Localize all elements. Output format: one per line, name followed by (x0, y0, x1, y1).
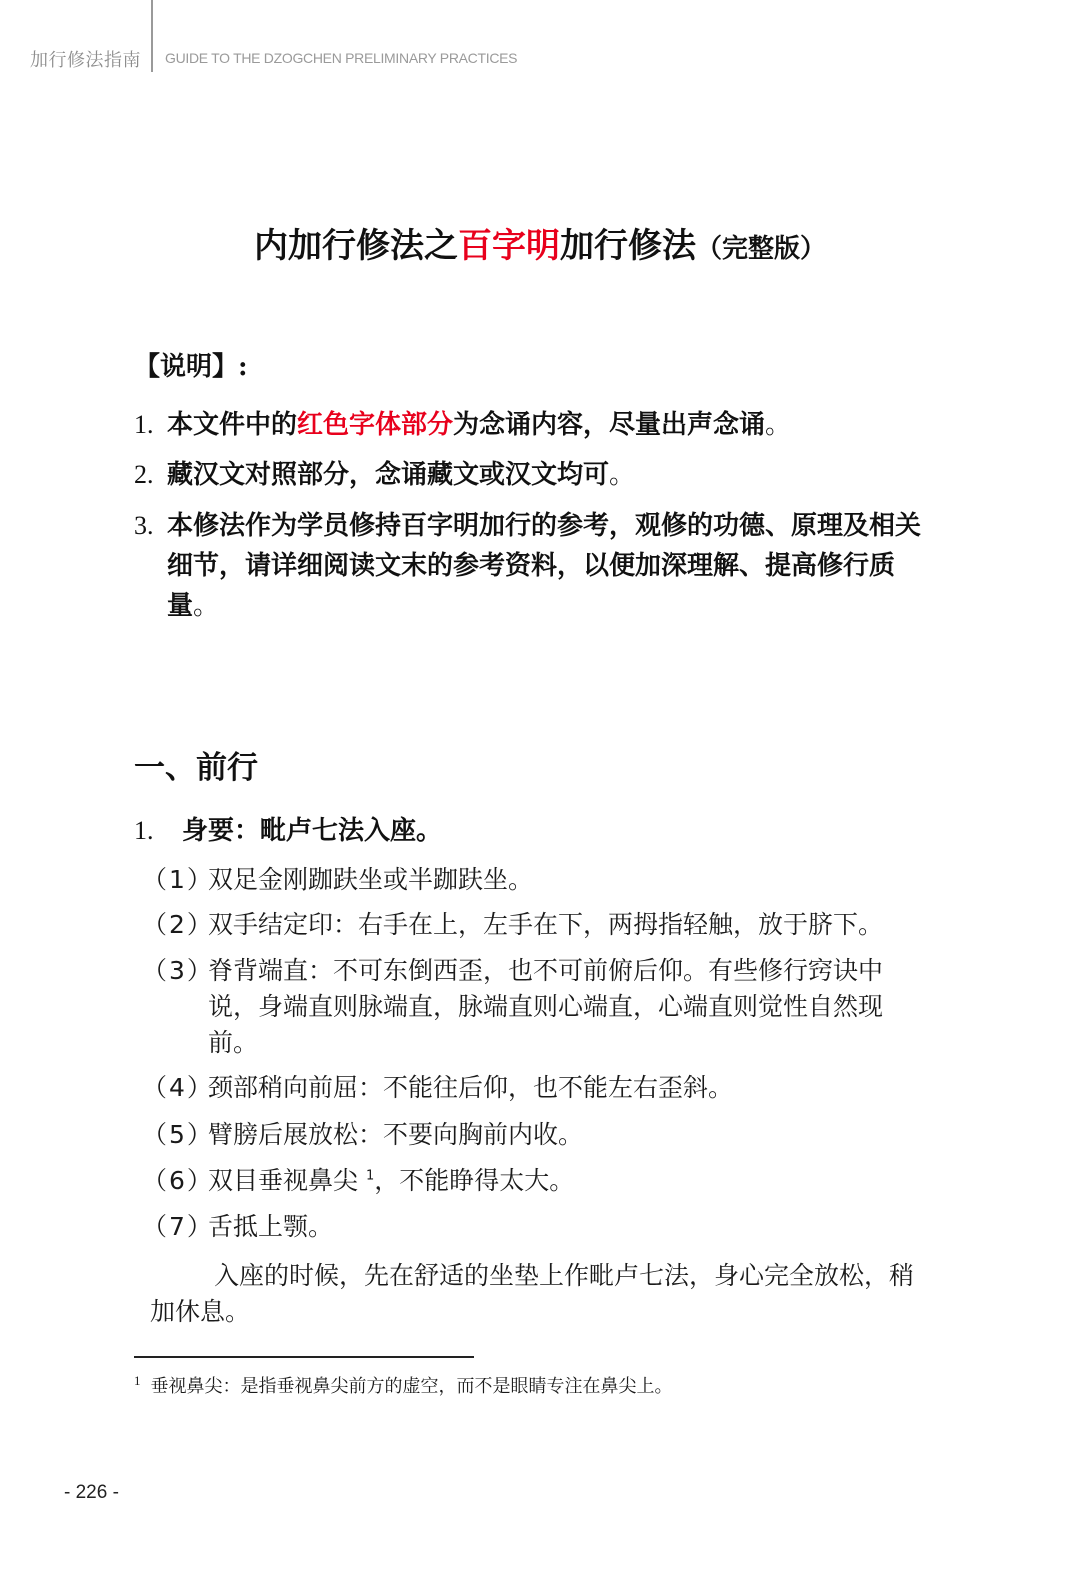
note-text (167, 405, 934, 445)
list-item-text: 颈部稍向前屈：不能往后仰，也不能左右歪斜。 (208, 1073, 734, 1102)
note-text-end: 。 (765, 410, 792, 440)
list-item (142, 953, 932, 1061)
note-text (167, 506, 934, 626)
subsection-heading (134, 810, 442, 847)
list-item-text: 舌抵上颚。 (208, 1212, 334, 1241)
list-item (142, 1070, 932, 1106)
footnote-rule (134, 1356, 474, 1358)
list-item-text: 臂膀后展放松：不要向胸前内收。 (208, 1120, 584, 1149)
subsection-title: 身要：毗卢七法入座。 (182, 816, 443, 846)
note-text-end: 。 (609, 460, 636, 490)
list-item-text-post: ，不能睁得太大。 (374, 1166, 575, 1195)
note-text-post: 为念诵内容，尽量出声念诵 (453, 410, 766, 440)
title-part-3: 加行修法 (559, 226, 696, 266)
list-item (142, 1117, 932, 1153)
list-item (142, 1209, 932, 1245)
list-item-marker: （4） (142, 1073, 214, 1102)
note-item (134, 405, 934, 445)
list-item-marker: （2） (142, 910, 214, 939)
list-item-text-pre: 双目垂视鼻尖 (208, 1166, 359, 1195)
note-text-pre: 藏汉文对照部分，念诵藏文或汉文均可 (167, 460, 610, 490)
list-item-marker: （5） (142, 1120, 214, 1149)
footnote-text: 垂视鼻尖：是指垂视鼻尖前方的虚空，而不是眼睛专注在鼻尖上。 (150, 1376, 673, 1397)
list-item-marker: （7） (142, 1212, 214, 1241)
note-text (167, 455, 934, 495)
list-item-text: 双手结定印：右手在上，左手在下，两拇指轻触，放于脐下。 (208, 910, 884, 939)
note-number: 3. (134, 511, 154, 540)
note-text-red: 红色字体部分 (297, 410, 454, 440)
footnote (134, 1372, 673, 1398)
list-item (142, 1163, 932, 1199)
page-number: - 226 - (64, 1482, 119, 1503)
subsection-number: 1. (134, 816, 154, 845)
note-text-pre: 本文件中的 (167, 410, 298, 440)
list-item-text: 双足金刚跏趺坐或半跏趺坐。 (208, 865, 534, 894)
running-header (0, 0, 1080, 80)
list-item-text: 脊背端直：不可东倒西歪，也不可前俯后仰。有些修行窍诀中说，身端直则脉端直，脉端直则心端直，心端直则觉性自然现前。 (208, 956, 884, 1057)
title-part-red: 百字明 (457, 226, 560, 266)
list-item (142, 907, 932, 943)
note-item (134, 455, 934, 495)
note-number: 2. (134, 460, 154, 489)
header-title-en: GUIDE TO THE DZOGCHEN PRELIMINARY PRACTICES (165, 50, 518, 66)
title-part-small: （完整版） (695, 234, 826, 264)
section-heading: 一、前行 (134, 750, 258, 786)
list-item-marker: （1） (142, 865, 214, 894)
note-text-end: 。 (193, 591, 220, 621)
page-title (0, 218, 1080, 267)
list-item-marker: （6） (142, 1166, 214, 1195)
header-title-cn: 加行修法指南 (30, 50, 141, 71)
body-paragraph: 入座的时候，先在舒适的坐垫上作毗卢七法，身心完全放松，稍加休息。 (150, 1261, 915, 1326)
list-item (142, 862, 932, 898)
footnote-reference[interactable]: 1 (365, 1168, 375, 1184)
note-item (134, 506, 934, 626)
footnote-number: 1 (134, 1373, 141, 1388)
note-number: 1. (134, 410, 154, 439)
list-item-marker: （3） (142, 956, 214, 985)
notes-heading: 【说明】: (134, 352, 248, 382)
header-divider (151, 0, 153, 72)
note-text-pre: 本修法作为学员修持百字明加行的参考，观修的功德、原理及相关细节，请详细阅读文末的参考资料，以便加深理解、提高修行质量 (167, 511, 922, 621)
title-part-1: 内加行修法之 (253, 226, 458, 266)
list-item-text (208, 1163, 932, 1199)
